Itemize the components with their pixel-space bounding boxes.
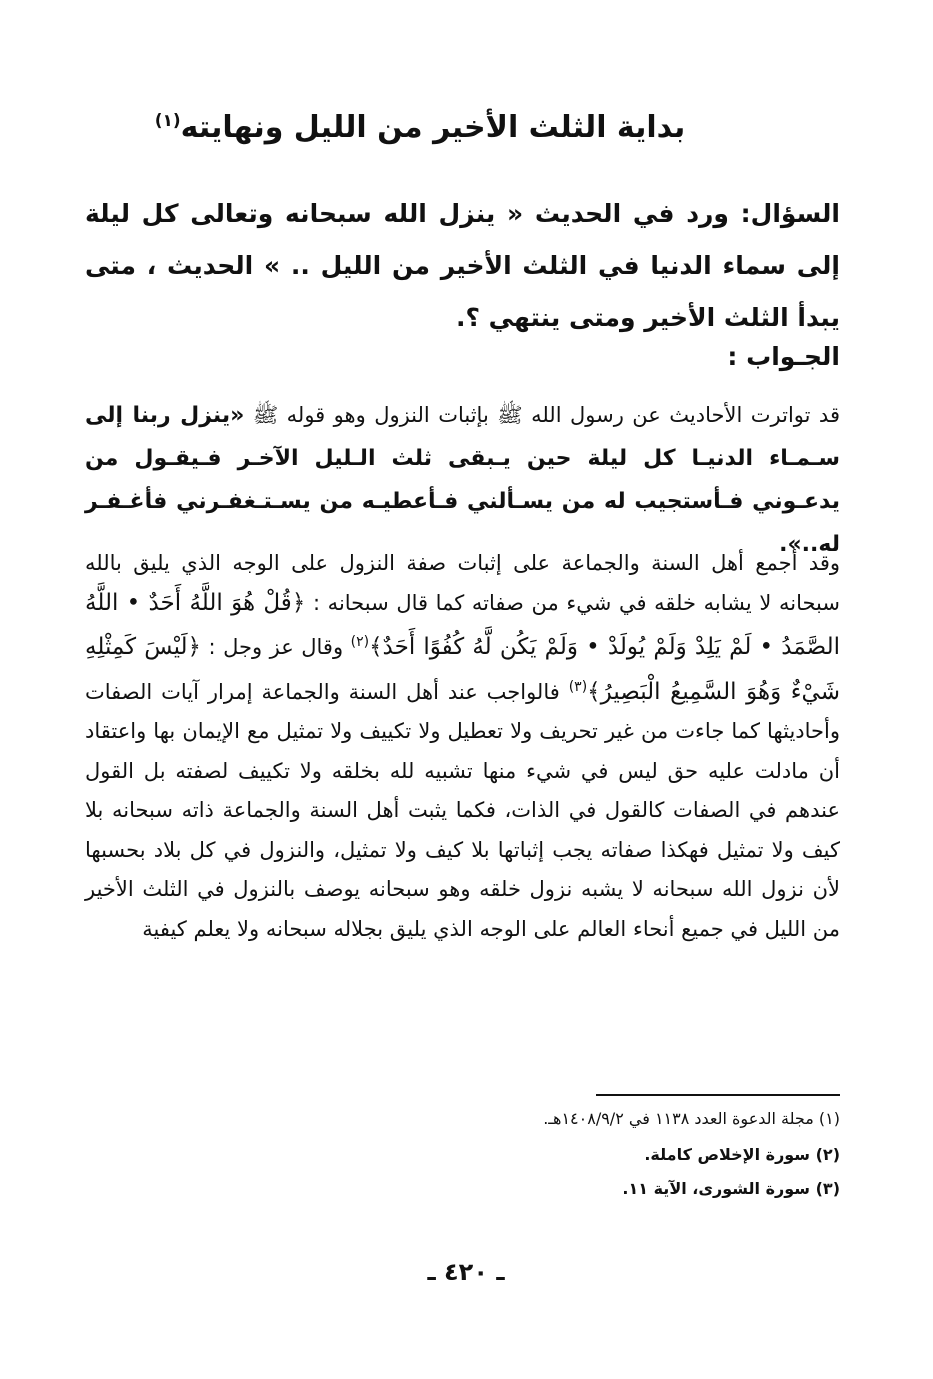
paragraph2-part3: فالواجب عند أهل السنة والجماعة إمرار آيات الصفات وأحاديثها كما جاءت من غير تحريف ولا تعطيل ولا تكييف ولا تمثيل مع الإيمان بها واعتقاد أن مادلت عليه حق ليس في شيء منها تشبيه لله بخلقه ولا تكييف لصفته بل القول عندهم في الصفات كالقول في الذات، فكما يثبت أهل السنة والجماعة ذاته سبحانه بلا كيف ولا تمثيل فهكذا صفاته يجب إثباتها بلا كيف ولا تمثيل، والنزول في كل بلاد بحسبها لأن نزول الله سبحانه لا يشبه نزول خلقه وهو سبحانه يوصف بالنزول في الثلث الأخير من الليل في جميع أنحاء العالم على الوجه الذي يليق بجلاله سبحانه ولا يعلم كيفية xyxy=(85,679,840,941)
footnote-3: (٣) سورة الشورى، الآية ١١. xyxy=(622,1179,840,1198)
page-number: ـ ٤٢٠ ـ xyxy=(427,1258,505,1286)
quran-bracket-open: ﴿ xyxy=(291,589,306,616)
quran-verse-ikhlas: قُلْ هُوَ اللَّهُ أَحَدٌ • اللَّهُ الصَّمَدُ • لَمْ يَلِدْ وَلَمْ يُولَدْ • وَلَمْ يَكُن لَّهُ كُفُوًا أَحَدٌ xyxy=(85,589,840,660)
quran-bracket-open-2: ﴿ xyxy=(187,634,202,660)
answer-label: الجـواب : xyxy=(727,342,840,371)
footnote-2: (٢) سورة الإخلاص كاملة. xyxy=(644,1145,840,1164)
paragraph2-part1: وقد أجمع أهل السنة والجماعة على إثبات صفة النزول على الوجه الذي يليق بالله سبحانه لا يشابه خلقه في شيء من صفاته كما قال سبحانه : xyxy=(85,551,840,615)
question-paragraph: السؤال: ورد في الحديث « ينزل الله سبحانه وتعالى كل ليلة إلى سماء الدنيا في الثلث الأخير من الليل .. » الحديث ، متى يبدأ الثلث الأخير ومتى ينتهي ؟. xyxy=(85,199,840,332)
quran-bracket-close: ﴾ xyxy=(369,634,383,660)
quran-bracket-close-2: ﴾ xyxy=(587,678,601,705)
footnote-1: (١) مجلة الدعوة العدد ١١٣٨ في ١٤٠٨/٩/٢هـ. xyxy=(543,1109,840,1128)
quran-verse-shura: لَيْسَ كَمِثْلِهِ شَيْءٌ وَهُوَ السَّمِيعُ الْبَصِيرُ xyxy=(85,634,840,705)
page-title xyxy=(120,96,720,153)
footnote-ref-3: (٣) xyxy=(568,678,588,695)
hadith-quote: «ينزل ربنا إلى سـمـاء الدنيـا كل ليلة حين يـبقى ثلث الـليل الآخـر فـيقـول من يدعـوني فـأستجيب له من يسـألني فـأعطيـه من يسـتـغفـرني فأغـفـر له..». xyxy=(85,403,840,557)
footnote-divider xyxy=(596,1094,840,1096)
answer-paragraph-2 xyxy=(85,544,840,949)
footnote-ref-2: (٢) xyxy=(350,634,370,650)
paragraph1-intro: قد تواترت الأحاديث عن رسول الله ﷺ بإثبات النزول وهو قوله ﷺ xyxy=(252,403,840,427)
page-title-text: بداية الثلث الأخير من الليل ونهايته xyxy=(180,110,686,145)
paragraph2-part2: وقال عز وجل : xyxy=(208,635,344,659)
answer-paragraph-1 xyxy=(85,394,840,566)
footnote-ref-1: (١) xyxy=(154,111,181,131)
